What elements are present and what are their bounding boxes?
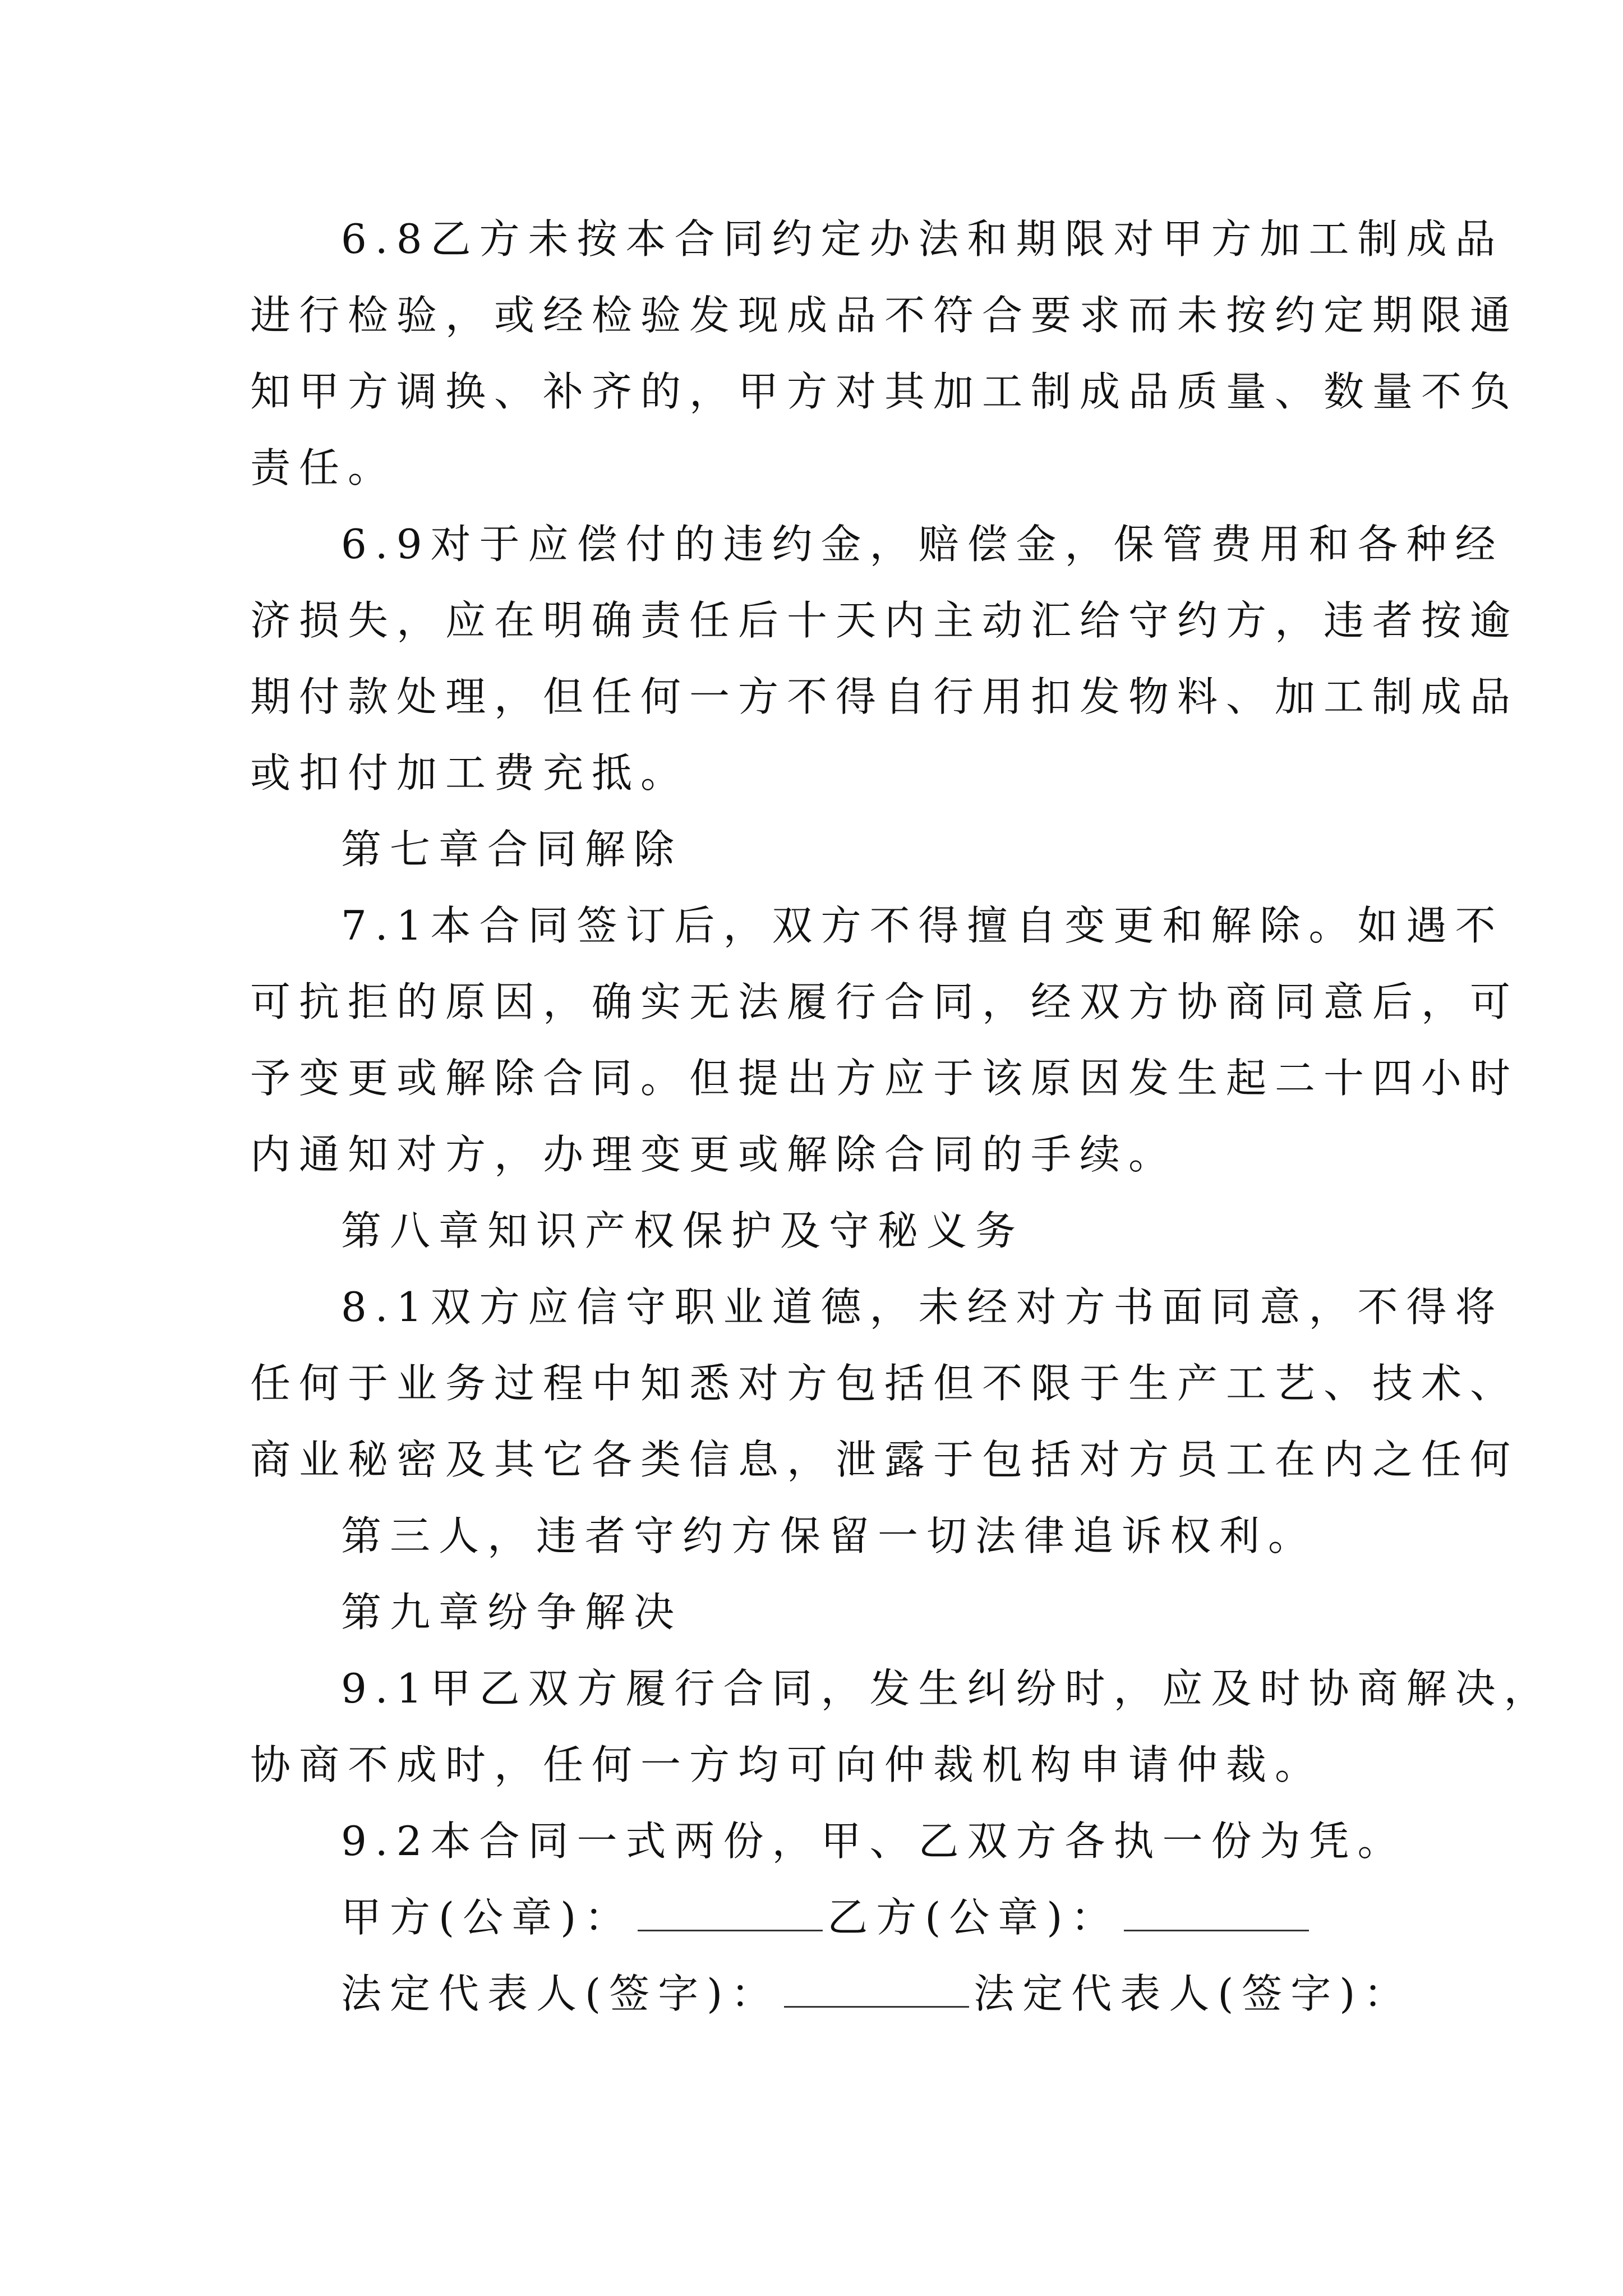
paragraph-8-1-line-1: 8.1双方应信守职业道德，未经对方书面同意，不得将 — [341, 1283, 1504, 1331]
paragraph-9-1-line-1: 9.1甲乙双方履行合同，发生纠纷时，应及时协商解决， — [341, 1665, 1553, 1712]
chapter-8-heading: 第八章知识产权保护及守秘义务 — [341, 1207, 1025, 1254]
party-a-representative-blank[interactable] — [784, 1967, 969, 2008]
paragraph-6-8-line-1: 6.8乙方未按本合同约定办法和期限对甲方加工制成品 — [341, 215, 1504, 263]
paragraph-8-1-line-3: 商业秘密及其它各类信息，泄露于包括对方员工在内之任何 — [250, 1436, 1519, 1483]
party-a-representative-label: 法定代表人(签字)： — [341, 1970, 780, 2017]
party-a-seal-label: 甲方(公章)： — [341, 1894, 634, 1941]
chapter-7-heading: 第七章合同解除 — [341, 826, 683, 873]
paragraph-7-1-line-4: 内通知对方，办理变更或解除合同的手续。 — [250, 1131, 1178, 1178]
paragraph-7-1-line-3: 予变更或解除合同。但提出方应于该原因发生起二十四小时 — [250, 1055, 1519, 1102]
paragraph-6-8-line-4: 责任。 — [250, 444, 397, 491]
paragraph-7-1-line-1: 7.1本合同签订后，双方不得擅自变更和解除。如遇不 — [341, 902, 1504, 949]
paragraph-6-9-line-3: 期付款处理，但任何一方不得自行用扣发物料、加工制成品 — [250, 673, 1519, 720]
party-b-seal-label: 乙方(公章)： — [827, 1894, 1120, 1941]
paragraph-6-9-line-4: 或扣付加工费充抵。 — [250, 749, 690, 797]
paragraph-9-1-line-2: 协商不成时，任何一方均可向仲裁机构申请仲裁。 — [250, 1741, 1324, 1788]
party-a-seal-blank[interactable] — [638, 1890, 823, 1931]
party-b-seal-blank[interactable] — [1124, 1890, 1309, 1931]
paragraph-6-8-line-2: 进行检验，或经检验发现成品不符合要求而未按约定期限通 — [250, 292, 1519, 339]
seal-signature-row — [341, 1890, 1313, 1944]
party-b-representative-label: 法定代表人(签字)： — [974, 1970, 1413, 2017]
paragraph-6-9-line-1: 6.9对于应偿付的违约金，赔偿金，保管费用和各种经 — [341, 521, 1504, 568]
paragraph-6-8-line-3: 知甲方调换、补齐的，甲方对其加工制成品质量、数量不负 — [250, 368, 1519, 415]
paragraph-8-1-line-2: 任何于业务过程中知悉对方包括但不限于生产工艺、技术、 — [250, 1360, 1519, 1407]
paragraph-7-1-line-2: 可抗拒的原因，确实无法履行合同，经双方协商同意后，可 — [250, 978, 1519, 1025]
paragraph-8-1-line-4: 第三人，违者守约方保留一切法律追诉权利。 — [341, 1512, 1317, 1559]
paragraph-6-9-line-2: 济损失，应在明确责任后十天内主动汇给守约方，违者按逾 — [250, 597, 1519, 644]
representative-signature-row — [341, 1967, 1412, 2021]
chapter-9-heading: 第九章纷争解决 — [341, 1589, 683, 1636]
paragraph-9-2: 9.2本合同一式两份，甲、乙双方各执一份为凭。 — [341, 1818, 1407, 1865]
